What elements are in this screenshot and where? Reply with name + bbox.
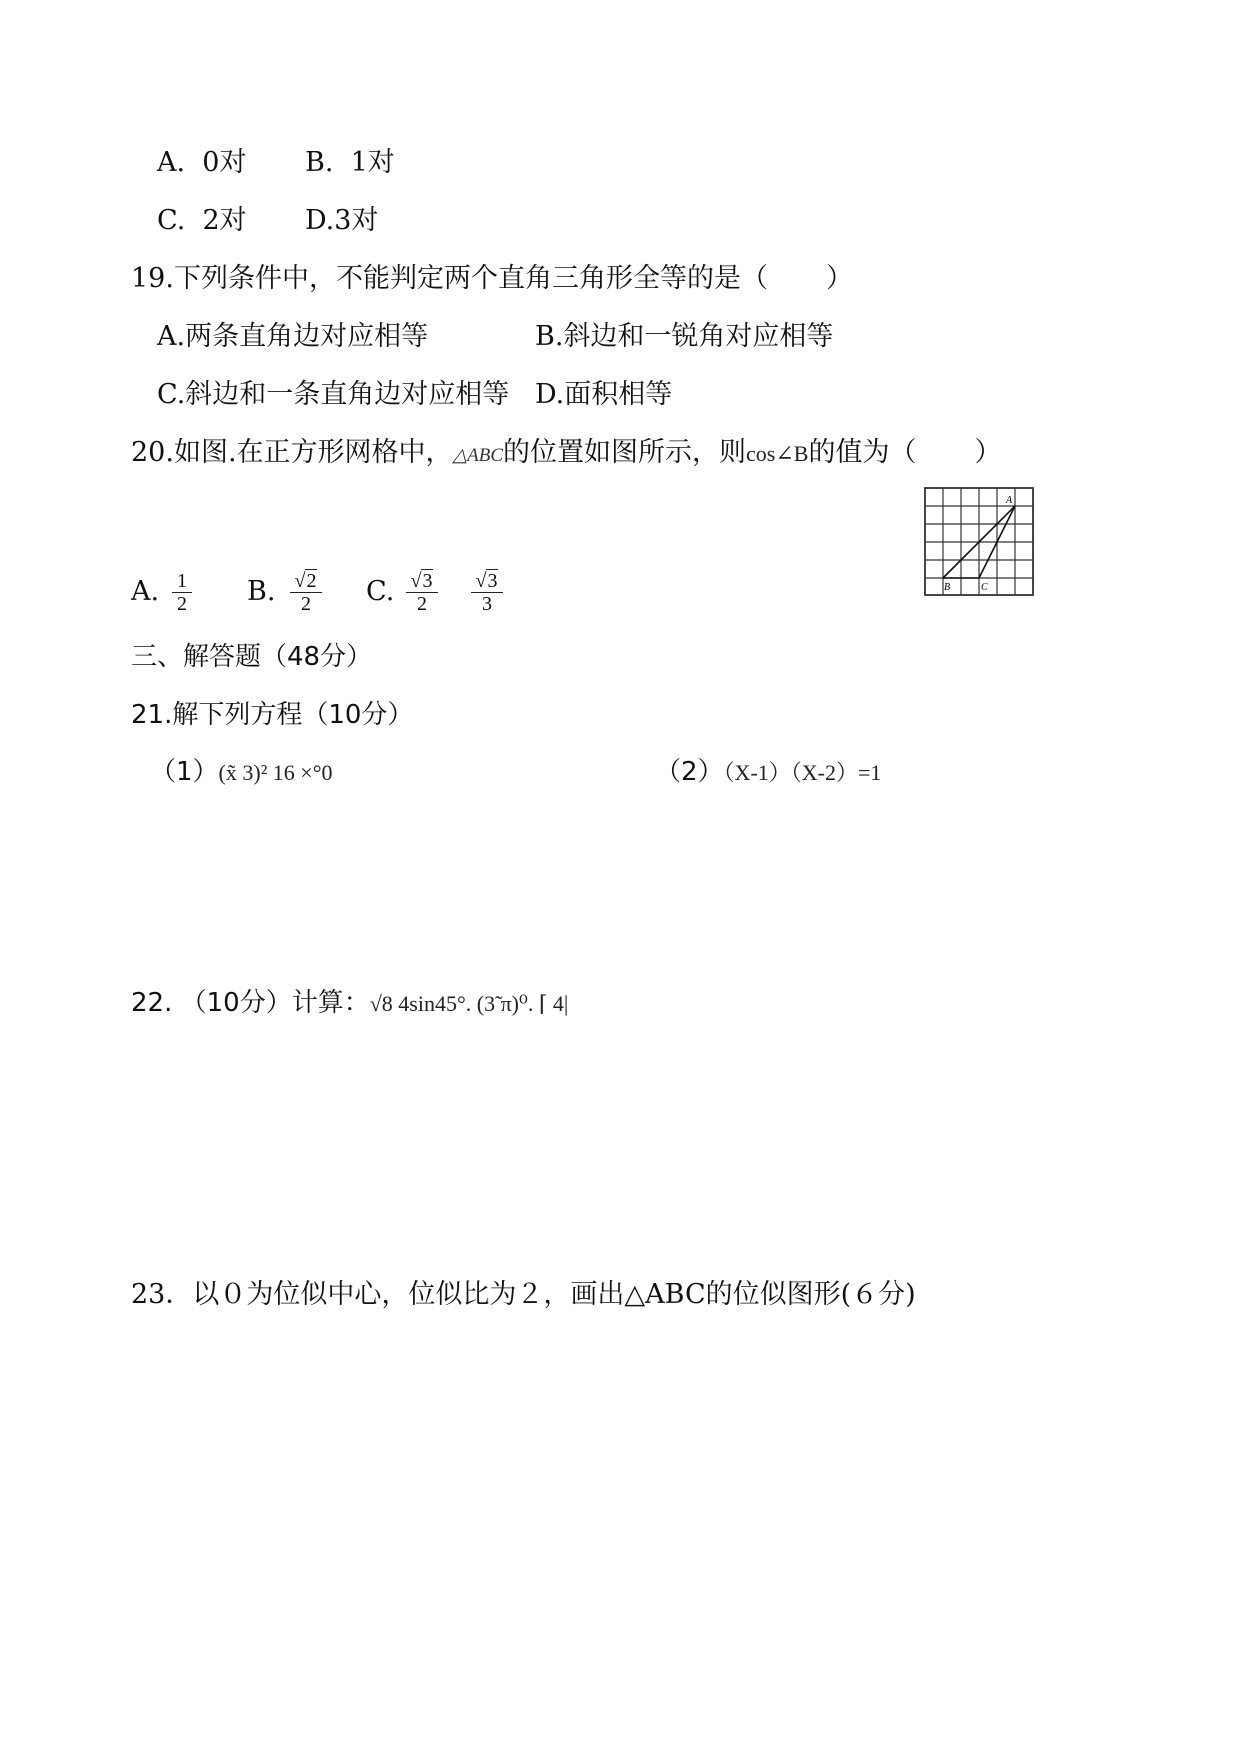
q19-option-a: [157, 320, 428, 354]
q20-option-c-label: C.: [366, 576, 395, 607]
close-paren: ）: [825, 263, 853, 294]
numerator: √3: [471, 570, 503, 593]
q19-option-c: [157, 378, 509, 412]
grid-figure: [924, 487, 1035, 597]
option-text: 斜边和一条直角边对应相等: [185, 379, 510, 410]
q21-part2: [655, 755, 881, 790]
option-label: C.: [157, 205, 186, 236]
numerator: 1: [172, 570, 192, 593]
cos-expression: cos∠B: [746, 441, 809, 466]
close-paren: ）: [974, 437, 1002, 468]
option-text: 0对: [202, 147, 247, 178]
radicand: 3: [487, 570, 498, 592]
q20-option-a-fraction: [172, 570, 192, 615]
q21-part1: [150, 755, 333, 790]
radicand: 3: [422, 570, 433, 592]
q20-stem: [131, 436, 1001, 473]
numerator: √3: [406, 570, 438, 593]
label-c: C: [981, 582, 988, 593]
q18-option-c: [157, 204, 247, 238]
denominator: 2: [177, 593, 187, 615]
option-label: D.: [305, 205, 335, 236]
option-text: 斜边和一锐角对应相等: [563, 321, 834, 352]
option-label: A.: [157, 147, 186, 178]
q20-option-a-label: A.: [131, 576, 160, 607]
equation: （X-1）（X-2）=1: [723, 760, 882, 785]
numerator: √2: [290, 570, 322, 593]
part-label: （1）: [150, 757, 219, 787]
q19-option-b: [535, 320, 833, 354]
option-text: 3对: [334, 205, 379, 236]
option-label: B.: [535, 321, 564, 352]
option-text: 2对: [202, 205, 247, 236]
q22: [131, 986, 568, 1021]
q18-option-b: [305, 146, 395, 180]
triangle-symbol: △ABC: [452, 445, 504, 466]
denominator: 2: [301, 593, 311, 615]
option-label: A.: [157, 321, 186, 352]
option-label: C.: [157, 379, 186, 410]
question-text: 22. （10分）计算：: [131, 988, 370, 1018]
radicand: 2: [306, 570, 317, 592]
question-text-suffix: 的值为（: [808, 437, 917, 468]
option-label: D.: [535, 379, 565, 410]
q23: 23．以０为位似中心，位似比为２，画出△ABC的位似图形(６分): [131, 1279, 916, 1310]
q18-option-d: [305, 204, 378, 238]
q19-option-d: [535, 378, 672, 412]
q18-option-a: [157, 146, 246, 180]
part-label: （2）: [655, 757, 724, 787]
q19-stem: [131, 262, 853, 296]
denominator: 2: [417, 593, 427, 615]
equation: (x̃ 3)² 16 ×°0: [218, 760, 333, 785]
q20-option-b-label: B.: [247, 576, 276, 607]
option-label: B.: [305, 147, 334, 178]
q20-option-d-fraction: [471, 570, 503, 615]
section-heading: 三、解答题（48分）: [131, 642, 373, 672]
question-text-middle: 的位置如图所示，则: [503, 437, 747, 468]
option-text: 1对: [350, 147, 395, 178]
option-text: 两条直角边对应相等: [185, 321, 429, 352]
option-text: 面积相等: [564, 379, 673, 410]
q20-option-c-fraction: [406, 570, 438, 615]
denominator: 3: [482, 593, 492, 615]
question-text: 19.下列条件中，不能判定两个直角三角形全等的是（: [131, 263, 768, 294]
question-text: 20.如图.在正方形网格中，: [131, 437, 453, 468]
q21-stem: 21.解下列方程（10分）: [131, 700, 414, 730]
expression: √8 4sin45°. (3̃ π)⁰. ⌈ 4|: [369, 991, 569, 1016]
label-a: A: [1006, 495, 1013, 506]
label-b: B: [944, 582, 951, 593]
q20-option-b-fraction: [290, 570, 322, 615]
